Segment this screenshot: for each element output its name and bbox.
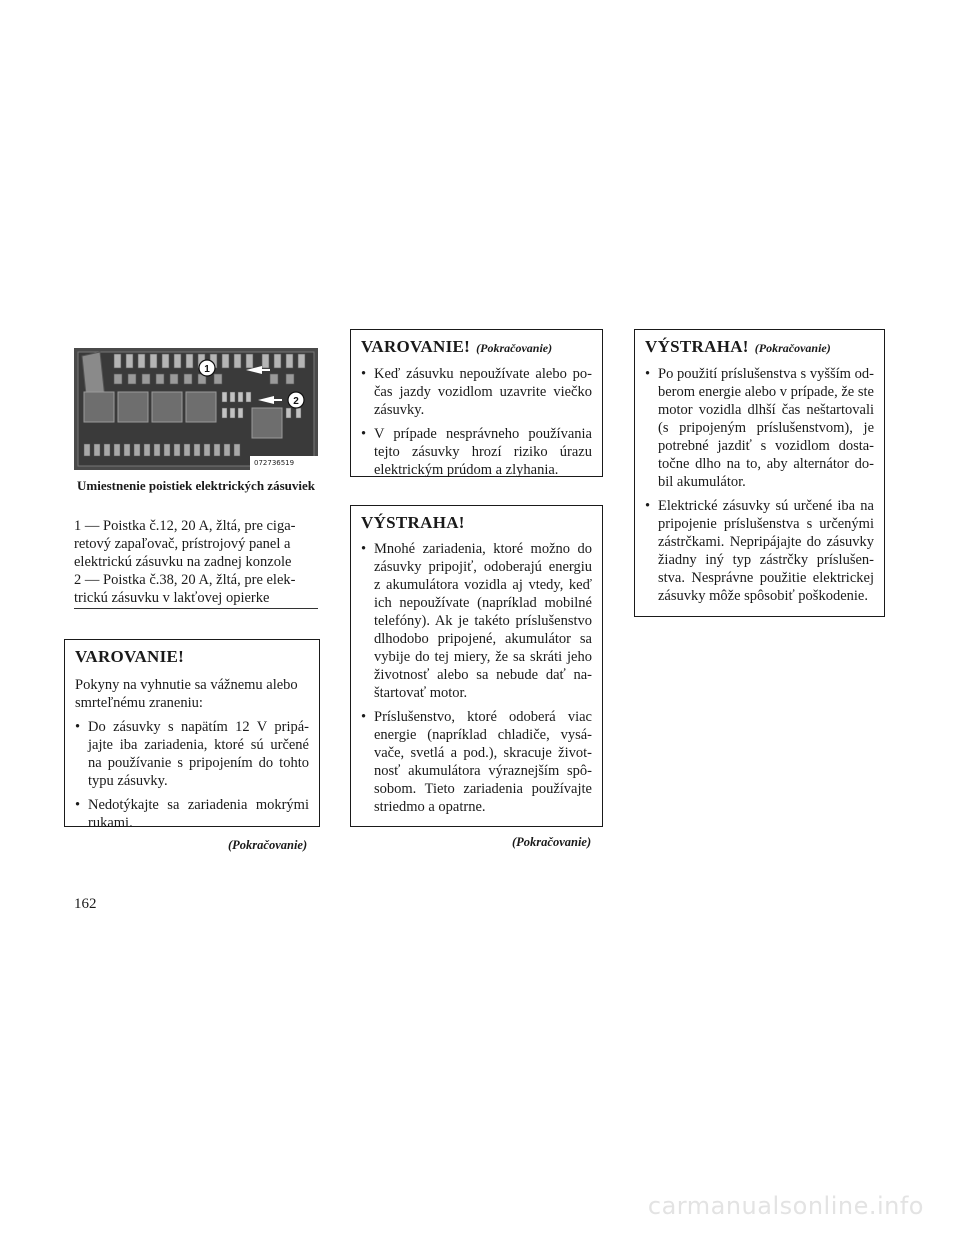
caution-item: • Po použití príslušenstva s vyšším od-berom energie alebo v prípade, že ste motor vozidla dlhší čas neštartovali (s pripojeným príslušenstvom), je potrebné jazdiť s vozidlom dosta-točne dlho na to, aby alternátor do-bil akumulátor. — [645, 365, 874, 491]
warning-list — [75, 718, 309, 832]
fuse-box-figure — [74, 348, 318, 470]
caution-list — [361, 540, 592, 816]
caution-item: • Príslušenstvo, ktoré odoberá viac energie (napríklad chladiče, vysá-vače, svetlá a pod.), skracuje život-nosť akumulátora výraznejším spô-sobom. Tieto zariadenia používajte striedmo a opatrne. — [361, 708, 592, 816]
caution-title: VÝSTRAHA! — [361, 513, 465, 532]
fuse-legend — [74, 517, 318, 607]
callout-2-label: 2 — [293, 396, 299, 407]
caution-item: • Mnohé zariadenia, ktoré možno do zásuvky pripojiť, odoberajú energiu z akumulátora vozidla aj vtedy, keď ich nepoužívate (napríklad mobilné telefóny). Ak je takéto príslušenstvo dlhodobo pripojené, akumulátor sa vybije do tej miery, že sa skráti jeho životnosť alebo sa nebude dať na-štartovať motor. — [361, 540, 592, 702]
warning-item: • Do zásuvky s napätím 12 V pripá-jajte iba zariadenia, ktoré sú určené na používanie s pripojením do tohto typu zásuvky. — [75, 718, 309, 790]
warning-intro: Pokyny na vyhnutie sa vážnemu alebo smrteľnému zraneniu: — [75, 677, 298, 711]
continued-note: (Pokračovanie) — [512, 835, 592, 849]
legend-item-1: 1 — Poistka č.12, 20 A, žltá, pre ciga-retový zapaľovač, prístrojový panel a elektrickú zásuvku na zadnej konzole — [74, 518, 296, 570]
caution-item: • Elektrické zásuvky sú určené iba na pripojenie príslušenstva s určenými zástrčkami. Nepripájajte do zásuvky žiadny iný typ zástrčky príslušen-stva. Nesprávne použitie elektrickej zásuvky môže spôsobiť poškodenie. — [645, 497, 874, 605]
caution-box — [350, 505, 603, 827]
figure-caption: Umiestnenie poistiek elektrických zásuviek — [77, 478, 315, 493]
legend-item-2: 2 — Poistka č.38, 20 A, žltá, pre elek-trickú zásuvku v lakťovej opierke — [74, 572, 296, 606]
title-continued-label: (Pokračovanie) — [476, 341, 553, 355]
warning-item: • Keď zásuvku nepoužívate alebo po-čas jazdy vozidlom uzavrite viečko zásuvky. — [361, 365, 592, 419]
warning-continued-list — [361, 365, 592, 479]
callout-1-label: 1 — [204, 364, 210, 375]
caution-continued-list — [645, 365, 874, 605]
caution-continued-box — [634, 329, 885, 617]
fuse-box-illustration — [74, 348, 318, 470]
continued-note: (Pokračovanie) — [228, 838, 308, 852]
watermark: carmanualsonline.info — [647, 1192, 924, 1220]
figure-code: 072736519 — [254, 459, 295, 467]
warning-continued-box — [350, 329, 603, 477]
divider — [74, 608, 318, 609]
warning-box — [64, 639, 320, 831]
warning-title: VAROVANIE! — [75, 647, 185, 666]
warning-item: • V prípade nesprávneho používania tejto zásuvky hrozí riziko úrazu elektrickým prúdom a zlyhania. — [361, 425, 592, 479]
page-number: 162 — [74, 896, 97, 912]
title-continued-label: (Pokračovanie) — [754, 341, 831, 355]
warning-item: • Nedotýkajte sa zariadenia mokrými rukami. — [75, 796, 309, 832]
caution-continued-title: VÝSTRAHA! (Pokračovanie) — [645, 337, 831, 356]
warning-continued-title: VAROVANIE! (Pokračovanie) — [361, 337, 553, 356]
